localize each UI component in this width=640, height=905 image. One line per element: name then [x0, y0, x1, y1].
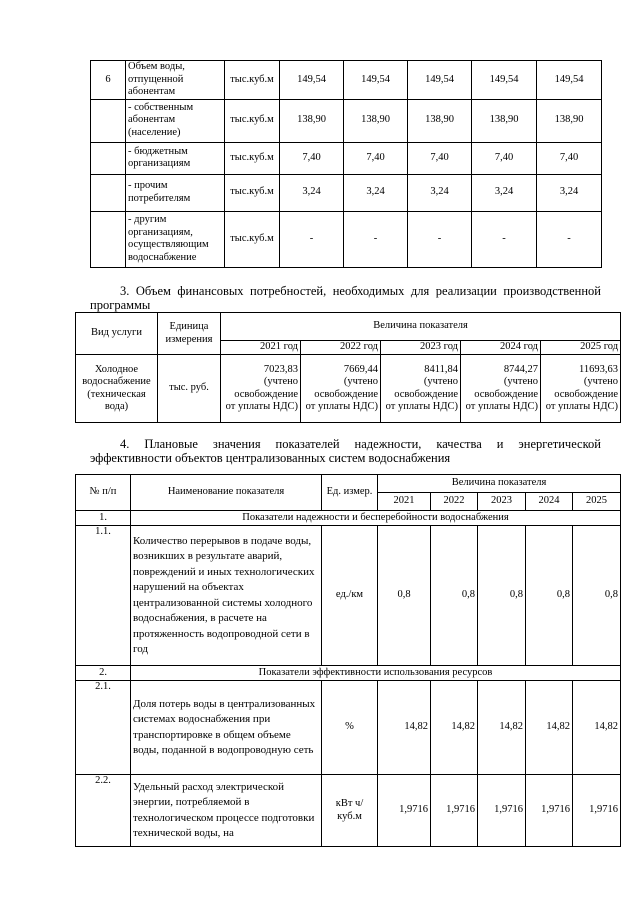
- row-number: 2.2.: [76, 775, 131, 847]
- year-header: 2025 год: [541, 341, 621, 355]
- value-cell: -: [472, 211, 537, 267]
- row-unit: %: [322, 681, 378, 775]
- column-header-name: Наименование показателя: [131, 475, 322, 511]
- value-cell: 0,8: [431, 526, 478, 666]
- value-cell: 149,54: [280, 61, 344, 100]
- table-row: [91, 211, 602, 267]
- section-row: [76, 666, 621, 681]
- column-header-value: Величина показателя: [378, 475, 621, 493]
- value-cell: 3,24: [344, 174, 408, 211]
- row-unit: тыс.куб.м: [225, 61, 280, 100]
- service-unit: тыс. руб.: [158, 355, 221, 423]
- row-number: [91, 142, 126, 174]
- row-number: 1.1.: [76, 526, 131, 666]
- column-header-unit: Единица измерения: [158, 313, 221, 355]
- column-header-value: Величина показателя: [221, 313, 621, 341]
- section-title: Показатели надежности и бесперебойности водоснабжения: [131, 511, 621, 526]
- value-cell: 14,82: [526, 681, 573, 775]
- table-row: [91, 99, 602, 142]
- value-cell: 0,8: [378, 526, 431, 666]
- value-cell: -: [537, 211, 602, 267]
- value-cell: -: [408, 211, 472, 267]
- table-row: [76, 355, 621, 423]
- table-row: [76, 775, 621, 847]
- service-name: Холодное водоснабжение (техническая вода): [76, 355, 158, 423]
- indicators-table: [75, 474, 621, 847]
- value-cell: 138,90: [408, 99, 472, 142]
- value-cell: -: [280, 211, 344, 267]
- amount-cell: [221, 355, 301, 423]
- section-4-heading-line-2: эффективности объектов централизованных систем водоснабжения: [90, 451, 451, 465]
- table-row: [91, 174, 602, 211]
- row-number: 2.1.: [76, 681, 131, 775]
- row-number: [91, 99, 126, 142]
- amount-cell: [381, 355, 461, 423]
- value-cell: 149,54: [408, 61, 472, 100]
- value-cell: 7,40: [344, 142, 408, 174]
- value-cell: 149,54: [344, 61, 408, 100]
- section-4-heading-line-1: 4. Плановые значения показателей надежности, качества и энергетической: [120, 437, 601, 451]
- row-unit: тыс.куб.м: [225, 174, 280, 211]
- amount-value: 11693,63: [579, 363, 619, 375]
- year-header: 2022: [431, 493, 478, 511]
- row-unit: тыс.куб.м: [225, 99, 280, 142]
- amount-value: 8744,27: [503, 363, 538, 375]
- section-title: Показатели эффективности использования ресурсов: [131, 666, 621, 681]
- year-header: 2021: [378, 493, 431, 511]
- value-cell: 3,24: [472, 174, 537, 211]
- row-unit: кВт ч/куб.м: [322, 775, 378, 847]
- table-row: [91, 61, 602, 100]
- value-cell: 7,40: [280, 142, 344, 174]
- value-cell: 14,82: [378, 681, 431, 775]
- amount-value: 7669,44: [343, 363, 378, 375]
- water-volume-table: [90, 60, 602, 268]
- value-cell: 14,82: [573, 681, 621, 775]
- section-row: [76, 511, 621, 526]
- amount-note: (учтено освобождение от уплаты НДС): [225, 376, 298, 412]
- year-header: 2024 год: [461, 341, 541, 355]
- row-number: [91, 174, 126, 211]
- amount-note: (учтено освобождение от уплаты НДС): [305, 376, 378, 412]
- year-header: 2022 год: [301, 341, 381, 355]
- year-header: 2023 год: [381, 341, 461, 355]
- value-cell: 1,9716: [526, 775, 573, 847]
- row-unit: ед./км: [322, 526, 378, 666]
- row-unit: тыс.куб.м: [225, 142, 280, 174]
- row-name: Объем воды, отпущенной абонентам: [126, 61, 225, 100]
- amount-note: (учтено освобождение от уплаты НДС): [545, 376, 619, 412]
- value-cell: 138,90: [537, 99, 602, 142]
- value-cell: 3,24: [280, 174, 344, 211]
- value-cell: 138,90: [280, 99, 344, 142]
- value-cell: 1,9716: [478, 775, 526, 847]
- year-header: 2021 год: [221, 341, 301, 355]
- row-number: [91, 211, 126, 267]
- amount-cell: [301, 355, 381, 423]
- row-unit: тыс.куб.м: [225, 211, 280, 267]
- value-cell: 1,9716: [573, 775, 621, 847]
- amount-value: 7023,83: [263, 363, 298, 375]
- value-cell: 138,90: [344, 99, 408, 142]
- value-cell: 3,24: [408, 174, 472, 211]
- row-name: Доля потерь воды в централизованных системах водоснабжения при транспортировке в общем объеме воды, поданной в водопроводную сеть: [131, 681, 322, 775]
- year-header: 2024: [526, 493, 573, 511]
- amount-cell: [461, 355, 541, 423]
- table-header-row: [76, 313, 621, 341]
- amount-note: (учтено освобождение от уплаты НДС): [385, 376, 458, 412]
- value-cell: 0,8: [573, 526, 621, 666]
- column-header-number: № п/п: [76, 475, 131, 511]
- section-4-heading: [90, 437, 601, 465]
- value-cell: 7,40: [472, 142, 537, 174]
- section-number: 2.: [76, 666, 131, 681]
- value-cell: 0,8: [478, 526, 526, 666]
- value-cell: 3,24: [537, 174, 602, 211]
- year-header: 2023: [478, 493, 526, 511]
- table-row: [76, 526, 621, 666]
- column-header-unit: Ед. измер.: [322, 475, 378, 511]
- row-name: Количество перерывов в подаче воды, возникших в результате аварий, повреждений и иных технологических нарушений на объектах централизованной системы холодного водоснабжения, в расчете на протяженность водопроводной сети в год: [131, 526, 322, 666]
- row-name: - другим организациям, осуществляющим водоснабжение: [126, 211, 225, 267]
- row-name: - бюджетным организациям: [126, 142, 225, 174]
- row-name: - собственным абонентам (население): [126, 99, 225, 142]
- value-cell: 1,9716: [378, 775, 431, 847]
- value-cell: 14,82: [431, 681, 478, 775]
- value-cell: -: [344, 211, 408, 267]
- table-header-row: [76, 475, 621, 493]
- value-cell: 7,40: [537, 142, 602, 174]
- year-header: 2025: [573, 493, 621, 511]
- row-number: 6: [91, 61, 126, 100]
- value-cell: 14,82: [478, 681, 526, 775]
- amount-note: (учтено освобождение от уплаты НДС): [465, 376, 538, 412]
- financial-needs-table: [75, 312, 621, 423]
- row-name: - прочим потребителям: [126, 174, 225, 211]
- table-row: [91, 142, 602, 174]
- value-cell: 138,90: [472, 99, 537, 142]
- row-name: Удельный расход электрической энергии, потребляемой в технологическом процессе подготовки технической воды, на: [131, 775, 322, 847]
- value-cell: 0,8: [526, 526, 573, 666]
- amount-cell: [541, 355, 621, 423]
- value-cell: 149,54: [472, 61, 537, 100]
- amount-value: 8411,84: [424, 363, 458, 375]
- value-cell: 149,54: [537, 61, 602, 100]
- table-row: [76, 681, 621, 775]
- section-3-heading-line-1: 3. Объем финансовых потребностей, необходимых для реализации производственной: [120, 284, 601, 298]
- value-cell: 7,40: [408, 142, 472, 174]
- column-header-service: Вид услуги: [76, 313, 158, 355]
- section-3-heading-line-2: программы: [90, 298, 151, 312]
- value-cell: 1,9716: [431, 775, 478, 847]
- section-3-heading: [90, 284, 601, 312]
- section-number: 1.: [76, 511, 131, 526]
